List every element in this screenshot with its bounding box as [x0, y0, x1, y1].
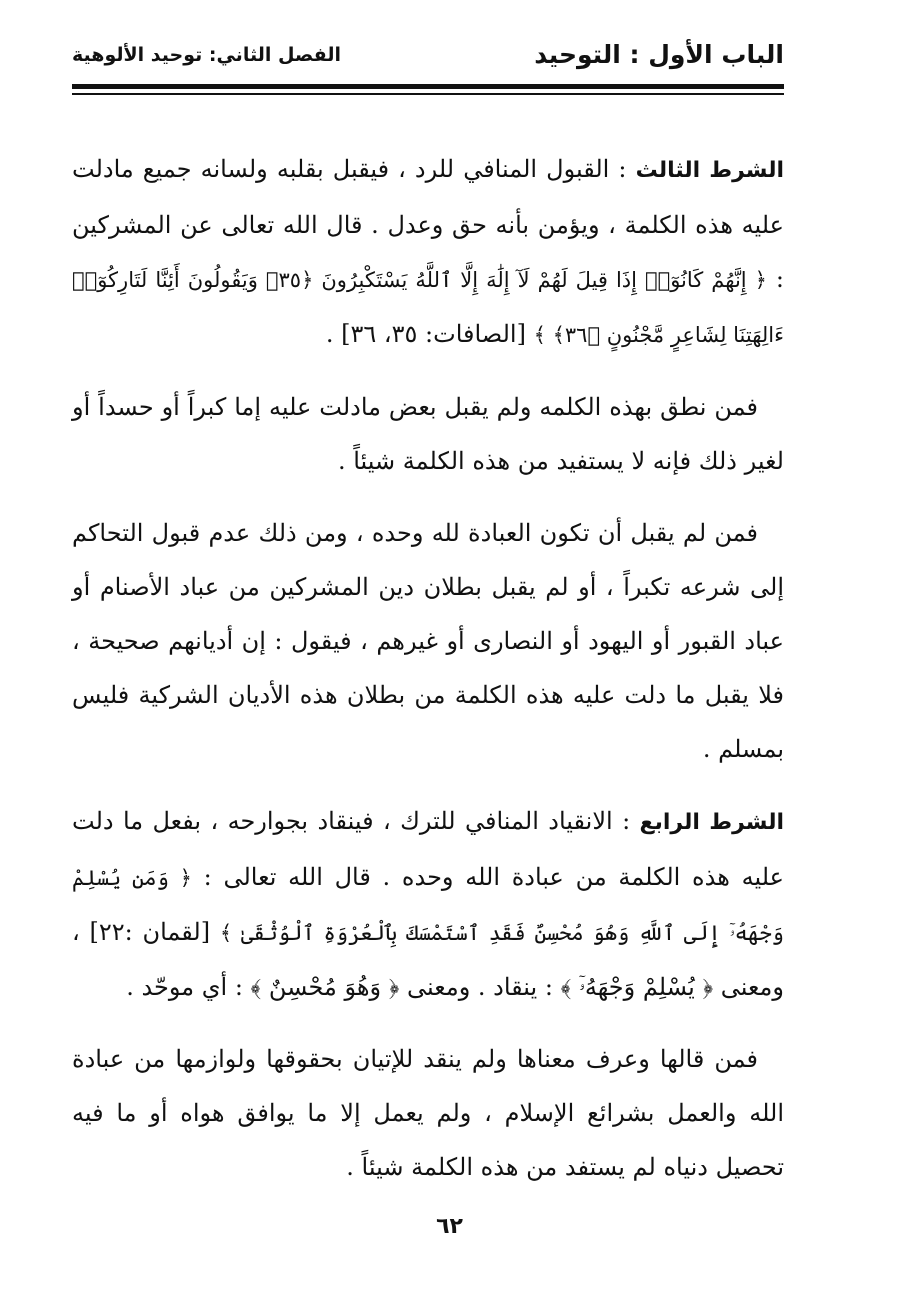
page-body: [72, 142, 784, 1212]
section-title: الفصل الثاني: توحيد الألوهية: [72, 44, 341, 66]
term-heading: الشرط الرابع: [639, 810, 784, 835]
paragraph-text: : الانقياد المنافي للترك ، فينقاد بجوارحه ، بفعل ما دلت عليه هذه الكلمة من عبادة الله وحده . قال الله تعالى :: [72, 807, 784, 891]
paragraph-text: فمن نطق بهذه الكلمه ولم يقبل بعض مادلت عليه إما كبراً أو حسداً أو لغير ذلك فإنه لا يستفيد من هذه الكلمة شيئاً .: [72, 393, 784, 475]
term-heading: الشرط الثالث: [635, 158, 784, 183]
running-header: [72, 40, 784, 74]
paragraph: [72, 506, 784, 776]
chapter-title: الباب الأول : التوحيد: [534, 40, 784, 69]
quran-quote: ﴿ إِنَّهُمْ كَانُوٓا۟ إِذَا قِيلَ لَهُمْ لَآ إِلَٰهَ إِلَّا ٱللَّهُ يَسْتَكْبِرُونَ ﴿٣٥﴾ وَيَقُولُونَ أَئِنَّا لَتَارِكُوٓا۟ ءَالِهَتِنَا لِشَاعِرٍ مَّجْنُونٍ ﴿٣٦﴾ ﴾: [72, 268, 784, 347]
paragraph-text: : القبول المنافي للرد ، فيقبل بقلبه ولسانه جميع مادلت عليه هذه الكلمة ، ويؤمن بأنه حق وعدل . قال الله تعالى عن المشركين :: [72, 155, 785, 293]
quran-quote: ﴿ وَمَن يُسْلِمْ وَجْهَهُۥٓ إِلَى ٱللَّهِ وَهُوَ مُحْسِنٌ فَقَدِ ٱسْتَمْسَكَ بِٱلْعُرْوَةِ ٱلْوُثْقَىٰ ﴾: [72, 866, 784, 945]
paragraph-fourth-condition: [72, 794, 784, 1014]
paragraph: [72, 380, 784, 488]
paragraph-text: فمن قالها وعرف معناها ولم ينقد للإتيان بحقوقها ولوازمها من عبادة الله والعمل بشرائع الإسلام ، ولم يعمل إلا ما يوافق هواه أو ما فيه تحصيل دنياه لم يستفد من هذه الكلمة شيئاً .: [72, 1045, 784, 1181]
header-rule-thin: [72, 93, 784, 95]
paragraph-third-condition: [72, 142, 784, 362]
paragraph: [72, 1032, 784, 1194]
citation: [الصافات: ٣٥، ٣٦] .: [325, 320, 534, 348]
paragraph-text: فمن لم يقبل أن تكون العبادة لله وحده ، ومن ذلك عدم قبول التحاكم إلى شرعه تكبراً ، أو لم يقبل بطلان دين المشركين من عباد الأصنام أو عباد القبور أو اليهود أو النصارى أو غيرهم ، فيقول : إن أديانهم صحيحة ، فلا يقبل ما دلت عليه هذه الكلمة من بطلان هذه الأديان الشركية فليس بمسلم .: [72, 519, 784, 763]
page-number: ٦٢: [436, 1214, 463, 1239]
citation: [لقمان :٢٢] ، ومعنى ﴿ يُسْلِمْ وَجْهَهُۥٓ ﴾ : ينقاد . ومعنى ﴿ وَهُوَ مُحْسِنٌ ﴾ : أي موحّد .: [72, 918, 784, 1001]
header-rule-thick: [72, 84, 784, 89]
